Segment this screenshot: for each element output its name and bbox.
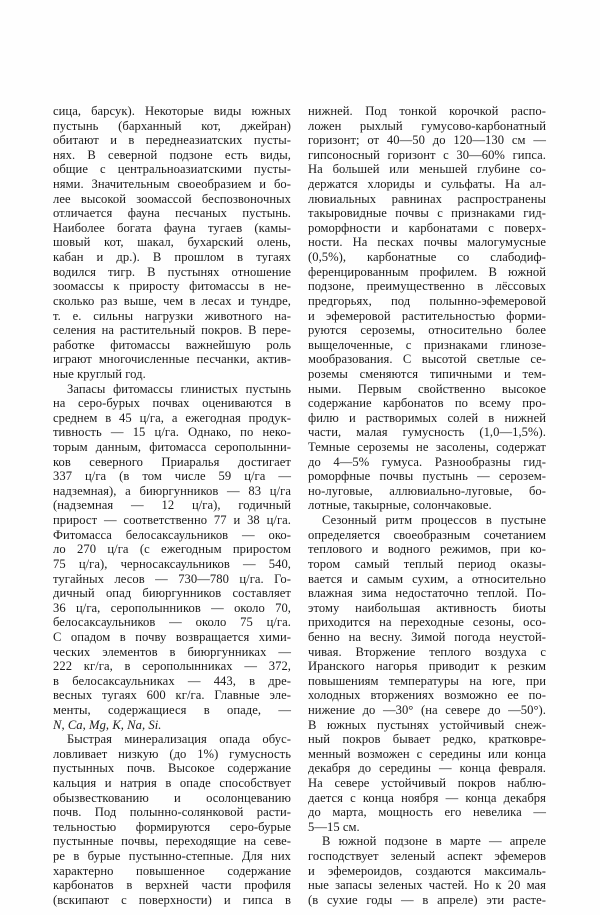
text-line: (0,5%), карбонатные со слабодиф-	[308, 250, 546, 265]
text-line: На большей или меньшей глубине со-	[308, 162, 546, 177]
text-line: до марта, мощность его невелика —	[308, 805, 546, 820]
text-line: На севере устойчивый покров наблю-	[308, 776, 546, 791]
text-line: части, малая гумусность (1,0—1,5%).	[308, 425, 546, 440]
text-line: тугайных лесов — 730—780 ц/га. Го-	[53, 571, 291, 586]
text-line: тивность — 15 ц/га. Однако, по неко-	[53, 425, 291, 440]
text-line: приходится на переходные сезоны, осо-	[308, 615, 546, 630]
text-line: но-луговые, аллювиально-луговые, бо-	[308, 483, 546, 498]
text-line: ложен рыхлый гумусово-карбонатный	[308, 118, 546, 133]
text-line: Темные сероземы не засолены, содержат	[308, 440, 546, 455]
text-line: и эфемеровой растительностью форми-	[308, 308, 546, 323]
text-line: ков северного Приаралья достигает	[53, 454, 291, 469]
text-line: среднем в 45 ц/га, а ежегодная продук-	[53, 410, 291, 425]
text-line: роморфности и карбонатами с поверх-	[308, 220, 546, 235]
text-line: вается и самым сухим, а относительно	[308, 571, 546, 586]
text-line: чивая. Вторжение теплого воздуха с	[308, 644, 546, 659]
text-line: 222 кг/га, в серополынниках — 372,	[53, 659, 291, 674]
text-line: роморфные почвы пустынь — серозем-	[308, 469, 546, 484]
text-line: нижней. Под тонкой корочкой распо-	[308, 104, 546, 118]
text-line: пустынь (барханный кот, джейран)	[53, 118, 291, 133]
text-line: лее высокой зоомассой беспозвоночных	[53, 191, 291, 206]
text-line: ности. На песках почвы малогумусные	[308, 235, 546, 250]
text-line: держатся хлориды и сульфаты. На ал-	[308, 177, 546, 192]
text-line: водился тигр. В пустынях отношение	[53, 264, 291, 279]
text-line: определяется своеобразным сочетанием	[308, 527, 546, 542]
text-line: Запасы фитомассы глинистых пустынь	[67, 381, 291, 396]
text-line: Фитомасса белосаксаульников — око-	[53, 527, 291, 542]
text-line: отличается фауна песчаных пустынь.	[53, 206, 291, 221]
text-line: роземы сменяются типичными и тем-	[308, 366, 546, 381]
text-line: влажная зима недостаточно теплой. По-	[308, 586, 546, 601]
text-line: ные запасы зеленых частей. Но к 20 мая	[308, 878, 546, 893]
text-line: В южной подзоне в марте — апреле	[322, 834, 546, 849]
text-line: лотные, такырные, солончаковые.	[308, 498, 492, 513]
right-text-column	[308, 104, 546, 908]
text-line: прирост — соответственно 77 и 38 ц/га.	[53, 513, 291, 528]
text-line: зоомассы к приросту фитомассы в не-	[53, 279, 291, 294]
text-line: лювиальных равнинах распространены	[308, 191, 546, 206]
text-line: 36 ц/га, серополынников — около 70,	[53, 600, 291, 615]
text-line: селения на растительный покров. В пере-	[53, 323, 291, 338]
text-line: мообразования. С высотой светлые се-	[308, 352, 546, 367]
text-line: тельностью формируются серо-бурые	[53, 819, 291, 834]
text-line: В южных пустынях устойчивый снеж-	[308, 717, 546, 732]
text-line: ными. Первым свойственно высокое	[308, 381, 546, 396]
text-line: Быстрая минерализация опада обус-	[67, 732, 291, 747]
text-line: т. е. сильны нагрузки животного на-	[53, 308, 291, 323]
text-line: предгорьях, под полынно-эфемеровой	[308, 293, 546, 308]
text-line: содержание карбонатов по всему про-	[308, 396, 546, 411]
text-line: играют многочисленные песчанки, актив-	[53, 352, 291, 367]
text-line: почв. Под полынно-солянковой расти-	[53, 805, 291, 820]
text-line: обызвесткованию и осолонцеванию	[53, 790, 291, 805]
text-line: обитают и в переднеазиатских пусты-	[53, 133, 291, 148]
text-line: до 4—5% гумуса. Разнообразны гид-	[308, 454, 546, 469]
text-line: 337 ц/га (в том числе 59 ц/га —	[53, 469, 291, 484]
text-line: N, Ca, Mg, K, Na, Si.	[53, 717, 162, 732]
text-line: кальция и натрия в опаде способствует	[53, 776, 291, 791]
text-line: пустынные почвы, переходящие на севе-	[53, 834, 291, 849]
text-line: торым данным, фитомасса серополынни-	[53, 440, 291, 455]
text-line: кабан и др.). В прошлом в тугаях	[53, 250, 291, 265]
text-line: карбонатов в верхней части профиля	[53, 878, 291, 893]
text-line: (в сухие годы — в апреле) эти расте-	[308, 892, 546, 907]
text-line: характерно повышенное содержание	[53, 863, 291, 878]
text-line: дичный опад биюргунников составляет	[53, 586, 291, 601]
text-line: 75 ц/га), черносаксаульников — 540,	[53, 556, 291, 571]
text-line: белосаксаульников — около 75 ц/га.	[53, 615, 291, 630]
text-line: выщелоченные, с признаками глинозе-	[308, 337, 546, 352]
text-line: и эфемероидов, создаются максималь-	[308, 863, 546, 878]
text-line: сица, барсук). Некоторые виды южных	[53, 104, 291, 118]
text-line: горизонт; от 40—50 до 120—130 см —	[308, 133, 546, 148]
text-line: этому наибольшая активность биоты	[308, 600, 546, 615]
text-line: Иранского нагорья приводит к резким	[308, 659, 546, 674]
text-line: ные круглый год.	[53, 366, 146, 381]
text-line: ловливает низкую (до 1%) гумусность	[53, 746, 291, 761]
text-line: подзоне, преимущественно в лёссовых	[308, 279, 546, 294]
text-line: бенно на весну. Зимой погода неустой-	[308, 629, 546, 644]
text-line: (вскипают с поверхности) и гипса в	[53, 892, 291, 907]
text-line: ный покров бывает редко, кратковре-	[308, 732, 546, 747]
text-line: руются сероземы, относительно более	[308, 323, 546, 338]
text-line: ческих элементов в биюргунниках —	[53, 644, 291, 659]
left-text-column	[53, 104, 291, 908]
text-line: нижение до —30° (на севере до —50°).	[308, 702, 546, 717]
text-line: менты, содержащиеся в опаде, —	[53, 702, 291, 717]
text-line: весных тугаях 600 кг/га. Главные эле-	[53, 688, 291, 703]
text-line: ференцированным профилем. В южной	[308, 264, 546, 279]
text-line: филю и растворимых солей в нижней	[308, 410, 546, 425]
text-line: декабря до середины — конца февраля.	[308, 761, 546, 776]
text-line: работке фитомассы важнейшую роль	[53, 337, 291, 352]
text-line: ре в бурые пустынно-степные. Для них	[53, 849, 291, 864]
text-line: сколько раз выше, чем в лесах и тундре,	[53, 293, 291, 308]
text-line: ло 270 ц/га (с ежегодным приростом	[53, 542, 291, 557]
text-line: шовый кот, шакал, бухарский олень,	[53, 235, 291, 250]
text-line: Наиболее богата фауна тугаев (камы-	[53, 220, 291, 235]
text-line: надземная), а биюргунников — 83 ц/га	[53, 483, 291, 498]
text-line: господствует зеленый аспект эфемеров	[308, 849, 546, 864]
text-line: пустынных почв. Высокое содержание	[53, 761, 291, 776]
text-line: повышениям температуры на юге, при	[308, 673, 546, 688]
text-line: менный возможен с середины или конца	[308, 746, 546, 761]
text-line: теплового и водного режимов, при ко-	[308, 542, 546, 557]
text-line: такыровидные почвы с признаками гид-	[308, 206, 546, 221]
text-line: тором самый теплый период оказы-	[308, 556, 546, 571]
text-line: нями. Значительным своеобразием и бо-	[53, 177, 291, 192]
text-line: (надземная — 12 ц/га), годичный	[53, 498, 291, 513]
text-line: общие с центральноазиатскими пусты-	[53, 162, 291, 177]
text-line: дается с конца ноября — конца декабря	[308, 790, 546, 805]
text-line: 5—15 см.	[308, 819, 360, 834]
text-line: на серо-бурых почвах оцениваются в	[53, 396, 291, 411]
text-line: нях. В северной подзоне есть виды,	[53, 147, 291, 162]
text-line: Сезонный ритм процессов в пустыне	[322, 513, 546, 528]
text-line: холодных вторжениях возможно ее по-	[308, 688, 546, 703]
text-line: С опадом в почву возвращается хими-	[53, 629, 291, 644]
text-line: в белосаксаульниках — 443, в дре-	[53, 673, 291, 688]
text-line: гипсоносный горизонт с 30—60% гипса.	[308, 147, 546, 162]
